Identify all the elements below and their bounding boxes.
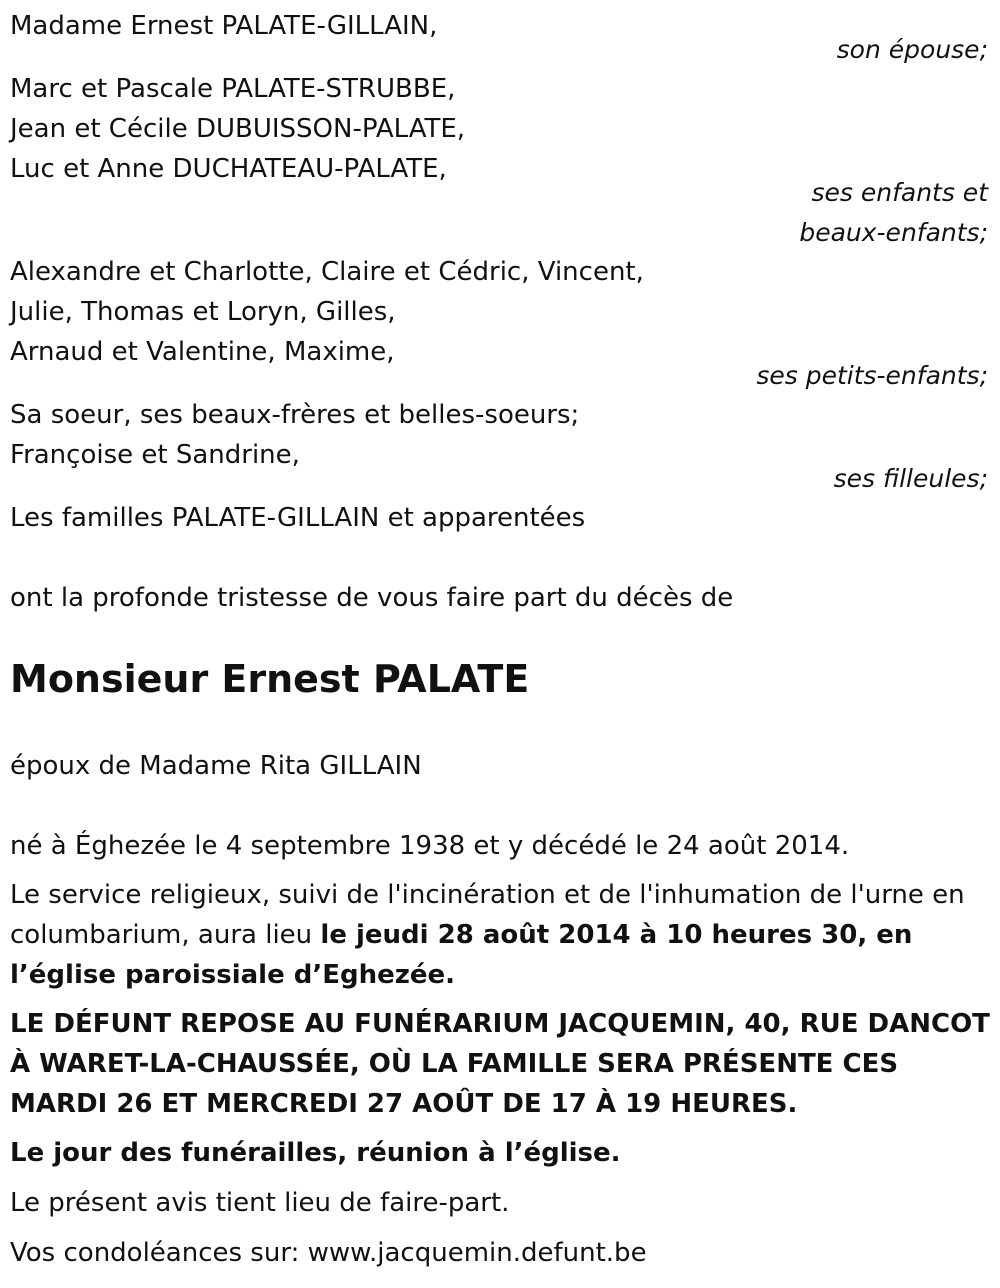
funerarium-paragraph: LE DÉFUNT REPOSE AU FUNÉRARIUM JACQUEMIN, 40, RUE DANCOT À WARET-LA-CHAUSSÉE, OÙ LA FAMILLE SERA PRÉSENTE CES MARDI 26 ET MERCREDI 27 AOÛT DE 17 À 19 HEURES.	[10, 1009, 990, 1119]
families-line: Les familles PALATE-GILLAIN et apparentées	[10, 503, 586, 533]
announcement: ont la profonde tristesse de vous faire part du décès de	[10, 583, 734, 613]
service-paragraph	[10, 875, 995, 995]
godchildren-line: Françoise et Sandrine,	[10, 440, 300, 470]
grandchild-line-1: Alexandre et Charlotte, Claire et Cédric, Vincent,	[10, 257, 644, 287]
godchildren-role: ses filleules;	[833, 464, 988, 493]
spouse-of: époux de Madame Rita GILLAIN	[10, 751, 422, 781]
condolences-link[interactable]: www.jacquemin.defunt.be	[307, 1238, 647, 1268]
child-line-3: Luc et Anne DUCHATEAU-PALATE,	[10, 154, 447, 184]
meeting-line: Le jour des funérailles, réunion à l’église.	[10, 1138, 621, 1168]
grandchild-line-3: Arnaud et Valentine, Maxime,	[10, 337, 395, 367]
service-details: le jeudi 28 août 2014 à 10 heures 30, en l’église paroissiale d’Eghezée.	[10, 920, 913, 990]
child-line-2: Jean et Cécile DUBUISSON-PALATE,	[10, 114, 466, 144]
deceased-name: Monsieur Ernest PALATE	[10, 657, 530, 701]
children-role-2: beaux-enfants;	[799, 218, 988, 247]
grandchildren-role: ses petits-enfants;	[756, 361, 988, 390]
service-intro: Le service religieux, suivi de l'incinération et de l'inhumation de l'urne en columbarium, aura lieu	[10, 880, 965, 950]
child-line-1: Marc et Pascale PALATE-STRUBBE,	[10, 74, 456, 104]
spouse-role: son épouse;	[836, 35, 988, 64]
birth-death: né à Éghezée le 4 septembre 1938 et y décédé le 24 août 2014.	[10, 831, 850, 861]
condolences-line	[10, 1233, 647, 1273]
spouse-name: Madame Ernest PALATE-GILLAIN,	[10, 11, 438, 41]
children-role-1: ses enfants et	[811, 178, 988, 207]
notice-line: Le présent avis tient lieu de faire-part.	[10, 1188, 510, 1218]
condolences-label: Vos condoléances sur:	[10, 1238, 308, 1268]
grandchild-line-2: Julie, Thomas et Loryn, Gilles,	[10, 297, 396, 327]
siblings-line: Sa soeur, ses beaux-frères et belles-soeurs;	[10, 400, 580, 430]
